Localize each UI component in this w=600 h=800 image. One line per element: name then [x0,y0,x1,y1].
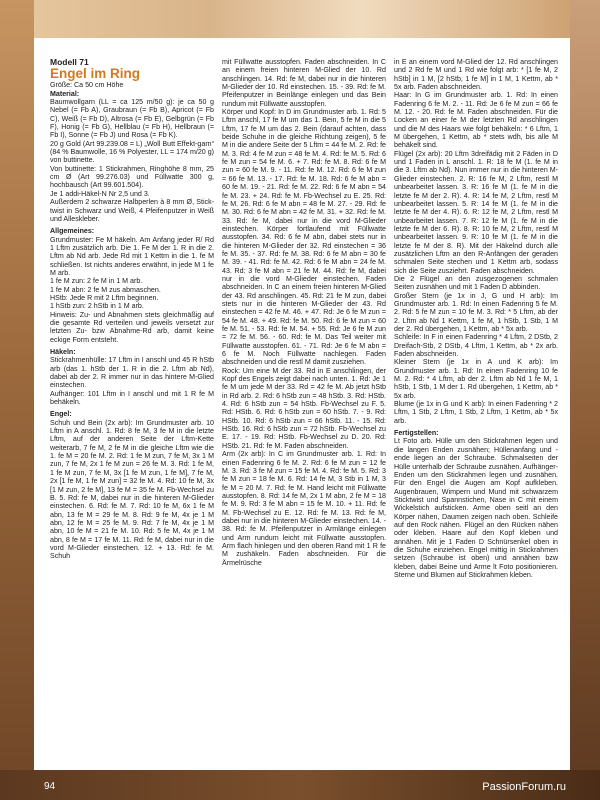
paragraph: Je 1 addi-Häkel-N Nr 2,5 und 3. [50,189,150,198]
paragraph: in E an einem vord M-Glied der 12. Rd anschlingen und 2 Rd fe M und 1 Rd wie folgt arb: * [1 fe M, 2 hStb] in 1 M, [2 hStb, 1 fe M] in 1 M, 1 Kettm, ab * 5x arb. Faden abschneiden. [394,58,558,92]
left-decoration [0,0,34,800]
section-heading: Engel: [50,410,72,419]
paragraph: Baumwollgarn (LL = ca 125 m/50 g): je ca 50 g Nebel (= Fb A), Graubraun (= Fb B), Apricot (= Fb C), Weiß (= Fb D), Altrosa (= Fb E), Gelbgrün (= Fb F), Honig (= Fb G), Hellblau (= Fb H), Hellbraun (= Fb I), Sonne (= Fb J) und Rosa (= Fb K). [50,98,214,140]
paragraph: 1 fe M zun: 2 fe M in 1 M arb. [50,277,143,286]
paragraph: 1 fe M abn: 2 fe M zus abmaschen. [50,285,161,294]
paragraph: Rock: Um eine M der 33. Rd in E anschlingen, der Kopf des Engels zeigt dabei nach unten. 1. Rd: Je 1 fe M um jede M der 33. Rd = 42 fe M. Ab jetzt hStb in Rd arb. 2. Rd: 6 hStb zun = 48 hStb. 3. Rd: HStb. 4. Rd: 6 hStb zun = 54 hStb. Fb-Wechsel zu F. 5. Rd: HStb. 6. Rd: 6 hStb zun = 60 hStb. 7. - 9. Rd: HStb. 10. Rd: 6 hStb zun = 66 hStb. 11. - 15. Rd: HStb. 16. Rd: 6 hStb zun = 72 hStb. Fb-Wechsel zu E. 17. - 19. Rd: HStb. Fb-Wechsel zu D. 20. Rd: HStb. 21. Rd: fe M. Faden abschneiden. [222,366,386,450]
size-line: Größe: Ca 50 cm Höhe [50,81,124,90]
top-decoration [0,0,600,38]
paragraph: Lt Foto arb. Hülle um den Stickrahmen legen und die langen Enden zusnähen; Hüllenanfang und -ende liegen an der Schraube. Schmalseiten der Hülle unterhalb der Schraube zusnähen. Aufhänger-Enden um den Stickrahmen legen und zusnähen. Für den Engel die Augen am Kopf aufkleben. Augenbrauen, Wimpern und Mund mit schwarzem Sticktwist und Spannstichen, Nase in C mit einem Wickelstich aufsticken. Arme oben seitl an den Körper nähen, Daumen zeigen nach oben. Schleife auf den Rock nähen. Flügel an den Rücken nähen oder kleben. Haare auf den Kopf kleben und annähen. Mit je 1 Faden D Schnürsenkel oben in die Schuhe einziehen. Engel mittig in Stickrahmen setzen (Schraube ist oben) und annähen bzw kleben, dabei Beine und Arme lt Foto positionieren. Sterne und Blumen auf Stickrahmen kleben. [394,437,558,579]
paragraph: Hinweis: Zu- und Abnahmen stets gleichmäßig auf die gesamte Rd verteilen und jeweils versetzt zur letzten Zu- bzw Abnahme-Rd arb, damit keine eckige Form entsteht. [50,310,214,344]
paragraph: Außerdem 2 schwarze Halbperlen à 8 mm Ø, Stick-twist in Schwarz und Weiß, 4 Pfeifenputzer in Weiß und Alleskleber. [50,198,214,223]
paragraph: 20 g Gold (Art 99.239.08 = L) „Woll Butt Effekt-garn“ (84 % Baumwolle, 16 % Polyester, LL = 174 m/20 g) von buttinette. [50,139,214,165]
column-1 [50,58,214,758]
paragraph: Grundmuster: Fe M häkeln. Am Anfang jeder R/ Rd 1 Lftm zusätzlich arb. Die 1. Fe M der 1. R in die 2. Lftm ab Nd arb. Jede Rd mit 1 Kettm in die 1. fe M schließen. Ist nichts anderes erwähnt, in jede M 1 fe M arb. [50,235,214,277]
text-columns [50,58,560,758]
section-heading: Allgemeines: [50,227,95,236]
column-3 [394,58,558,758]
paragraph: Von buttinette: 1 Stickrahmen, Ringhöhe 8 mm, 25 cm Ø (Art 99.276.03) und Füllwatte 300 g, hochbausch (Art 99.601.504). [50,164,214,190]
site-watermark: PassionForum.ru [482,781,566,793]
paragraph: Stickrahmenhülle: 17 Lftm in I anschl und 45 R hStb arb (das 1. hStb der 1. R in die 2. Lftm ab Nd), dabei ab der 2. R immer nur in das hintere M-Glied einstechen. [50,356,214,390]
column-2 [222,58,386,758]
paragraph: Schuh und Bein (2x arb): Im Grundmuster arb. 10 Lftm in A anschl. 1. Rd: 8 fe M, 3 fe M in die letzte Lftm, auf der anderen Seite der Lftm-Kette weiterarb, 7 fe M, 2 fe M in die gleiche Lftm wie die 1. fe M = 20 fe M. 2. Rd: 1 fe M zun, 7 fe M, 3x 1 M zun, 7 fe M, 2x 1 fe M zun = 26 fe M. 3. Rd: 1 fe M, 1 fe M zun, 7 fe M, 3x [1 fe M zun, 1 fe M], 7 fe M, 2x [1 fe M, 1 fe M zun] = 32 fe M. 4. Rd: 10 fe M, 3x [1 M zun, 2 fe M], 13 fe M = 35 fe M. Fb-Wechsel zu B. 5. Rd: fe M, dabei nur in die hinteren M-Glieder einstechen. 6. Rd: fe M. 7. Rd: 10 fe M, 6x 1 fe M abn, 13 fe M = 29 fe M. 8. Rd: 9 fe M, 4x je 1 M abn, 12 fe M = 25 fe M. 9. Rd: 7 fe M, 4x je 1 M abn, 10 fe M = 21 fe M. 10. Rd: 5 fe M, 4x je 1 M abn, 8 fe M = 17 fe M. 11. Rd: fe M, dabei nur in die vord M-Glieder einstechen. 12. + 13. Rd: fe M. Schuh [50,418,214,561]
model-number: Modell 71 [50,58,89,67]
section-heading: Fertigstellen: [394,429,439,438]
section-heading: Häkeln: [50,348,76,356]
paragraph: 1 hStb zun: 2 hStb in 1 M arb. [50,302,144,311]
paragraph: Schleife: In F in einen Fadenring * 4 Lftm, 2 DStb, 2 Dreifach-Stb, 2 DStb, 4 Lftm, 1 Kettm, ab * 2x arb. Faden abschneiden. [394,333,558,359]
paragraph: mit Füllwatte ausstopfen. Faden abschneiden. In C an einem freien hinteren M-Glied der 10. Rd anschlingen. 14. Rd: fe M, dabei nur in die hinteren M-Glieder der 10. Rd einstechen. 15. - 39. Rd: fe M. Pfeifenputzer in Beinlänge einlegen und das Bein rundum mit Füllwatte ausstopfen. [222,58,386,108]
paragraph: Flügel (2x arb): 20 Lftm 3dreifädig mit 2 Fäden in D und 1 Faden in L anschl. 1. R: 18 fe M (1. fe M in die 3. Lftm ab Nd). Nun immer nur in die hinteren M-Glieder einstechen. 2. R: 16 fe M, 2 Lftm, restl M unbearbeitet lassen. 3. R: 16 fe M (1. fe M in die letzte fe M der 2. R). 4. R: 14 fe M, 2 Lftm, restl M unbearbeitet lassen. 5. R: 14 fe M (1. fe M in die letzte fe M der 4. R). 6. R: 12 fe M, 2 Lftm, restl M unbearbeitet lassen. 7. R: 12 fe M (1. fe M in die letzte fe M der 6. R). 8. R: 10 fe M, 2 Lftm, restl M unbearbeitet lassen. 9. R: 10 fe M (1. fe M in die letzte fe M der 8. R). Mit der Häkelnd durch alle zusätzlichen Lftm an den R-Anfängen der geraden schmalen Seite stechen und 1 Kettm arb, sodass sich die Seite zusziehrt. Faden abschneiden. [394,149,558,275]
paragraph: Die 2 Flügel an den zusgezogenen schmalen Seiten zusnähen und mit 1 Faden D abbinden. [394,274,558,292]
paragraph: Kleiner Stern (je 1x in A und K arb): Im Grundmuster arb. 1. Rd: In einen Fadenring 10 fe M. 2. Rd: * 4 Lftm, ab der 2. Lftm ab Nd 1 fe M, 1 hStb, 1 Stb, 1 M der 1. Rd übergehen, 1 Kettm, ab * 5x arb. [394,358,558,400]
pattern-title: Engel im Ring [50,66,141,82]
content-sheet [34,38,570,770]
paragraph: Blume (je 1x in G und K arb): In einen Fadenring * 2 Lftm, 1 Stb, 2 Lftm, 1 Stb, 2 Lftm, 1 Kettm, ab * 5x arb. [394,400,558,425]
page-number: 94 [44,781,56,792]
paragraph: HStb: Jede R mit 2 Lftm beginnen. [50,293,159,302]
section-heading: Material: [50,89,80,98]
paragraph: Aufhänger: 101 Lftm in I anschl und mit 1 R fe M behäkeln. [50,389,214,407]
right-decoration [570,0,600,800]
paragraph: Arm (2x arb): In C im Grundmuster arb. 1. Rd: In einen Fadenring 6 fe M. 2. Rd: 6 fe M zun = 12 fe M. 3. Rd: 3 fe M zun = 15 fe M. 4. Rd: fe M. 5. Rd: 3 fe M zun = 18 fe M. 6. Rd: 14 fe M, 3 Stb in 1 M, 3 fe M = 20 M. 7. Rd: fe M. Hand leicht mit Füllwatte ausstopfen. 8. Rd: 14 fe M, 2x 1 M abn, 2 fe M = 18 fe M. 9. Rd: 3 fe M abn = 15 fe M. 10. + 11. Rd: fe M. Fb-Wechsel zu E. 12. Rd: fe M. 13. Rd: fe M, dabei nur in die hinteren M-Glieder einstechen. 14. - 38. Rd: fe M. Pfeifenputzer in Armlänge einlegen und Arm rundum leicht mit Füllwatte ausstopfen. Arm flach hinlegen und den oberen Rand mit 1 R fe M zushäkeln. Faden abschneiden. Für die Ärmelrüsche [222,450,386,567]
paragraph: Großer Stern (je 1x in J, G und H arb): Im Grundmuster arb. 1. Rd: In einen Fadenring 5 fe M. 2. Rd: 5 fe M zun = 10 fe M. 3. Rd: * 5 Lftm, ab der 2. Lftm ab Nd 1 Kettm, 1 fe M, 1 hStb, 1 Stb, 1 M der 2. Rd übergehen, 1 Kettm, ab * 5x arb. [394,291,558,333]
paragraph: Körper und Kopf: In D im Grundmuster arb. 1. Rd: 5 Lftm anschl, 17 fe M um das 1. Bein, 5 fe M in die 5 Lftm, 17 fe M um das 2. Bein (darauf achten, dass beide Schuhe in die gleiche Richtung zeigen), 5 fe M in die andere Seite der 5 Lftm = 44 fe M. 2. Rd: fe M. 3. Rd: 4 fe M zun = 48 fe M. 4. Rd: fe M. 5. Rd: 6 fe M zun = 54 fe M. 6. + 7. Rd: fe M. 8. Rd: 6 fe M zun = 60 fe M. 9. - 11. Rd: fe M. 12. Rd: 6 fe M zun = 66 fe M. 13. - 17. Rd: fe M. 18. Rd: 6 fe M abn = 60 fe M. 19. - 21. Rd: fe M. 22. Rd: 6 fe M abn = 54 fe M. 23. + 24. Rd: fe M. Fb-Wechsel zu E. 25. Rd: fe M. 26. Rd: 6 fe M abn = 48 fe M. 27. - 29. Rd: fe M. 30. Rd: 6 fe M abn = 42 fe M. 31. + 32. Rd: fe M. 33. Rd: fe M, dabei nur in die vord M-Glieder einstechen. Körper fortlaufend mit Füllwatte ausstopfen. 34. Rd: 6 fe M abn, dabei stets nur in die hinteren M-Glieder der 32. Rd einstechen = 36 fe M. 35. - 37. Rd: fe M. 38. Rd: 6 fe M abn = 30 fe M. 39. - 41. Rd: fe M. 42. Rd: 6 fe M abn = 24 fe M. 43. Rd: 3 fe M abn = 21 fe M. 44. Rd: fe M, dabei nur in die vord M-Glieder einstechen. Faden abschneiden. In C an einem freien hinteren M-Glied der 43. Rd anschlingen. 45. Rd: 21 fe M zun, dabei stets nur in die hinteren M-Glieder der 43. Rd einstechen = 42 fe M. 46. + 47. Rd: Je 6 fe M zun = 54 fe M. 48. + 49. Rd: fe M. 50. Rd: 6 fe M zun = 60 fe M. 51. - 53. Rd: fe M. 54. + 55. Rd: Je 6 fe M zun = 72 fe M. 56. - 60. Rd: fe M. Das Teil weiter mit Füllwatte ausstopfen. 61. - 71. Rd: Je 6 fe M abn = 6 fe M. Noch Füllwatte nachlegen. Faden abschneiden und die restl M damit zusziehen. [222,108,386,367]
paragraph: Haar: In G im Grundmuster arb. 1. Rd: In einen Fadenring 6 fe M. 2. - 11. Rd: Je 6 fe M zun = 66 fe M. 12. - 20. Rd: fe M. Faden abschneiden. Für die Locken an einer fe M der letzten Rd anschlingen und die M des Haars wie folgt behäkeln: * 6 Lftm, 1 M übergehen, 1 Kettm, ab * stets wdh, bis alle M behäkelt sind. [394,91,558,150]
